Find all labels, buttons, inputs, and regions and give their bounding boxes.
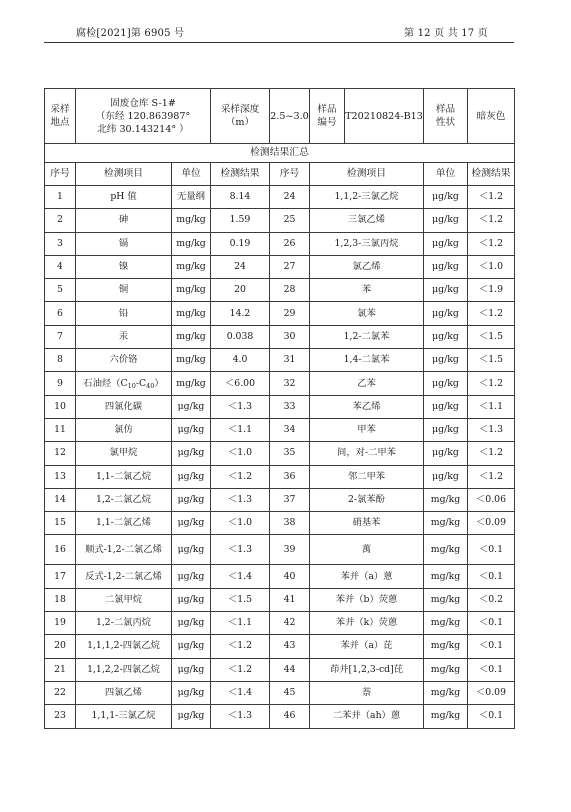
col-result: 检测结果 — [211, 163, 270, 186]
cell-no: 40 — [270, 565, 310, 588]
cell-unit: μg/kg — [172, 588, 211, 611]
cell-result: ＜1.1 — [211, 418, 270, 441]
cell-item: 1,2-二氯乙烷 — [76, 488, 172, 511]
cell-item: 砷 — [76, 209, 172, 232]
sample-info-row — [45, 89, 515, 144]
table-row — [45, 418, 515, 441]
cell-no: 18 — [45, 588, 76, 611]
cell-item: 甲苯 — [310, 418, 424, 441]
cell-no: 2 — [45, 209, 76, 232]
cell-unit: μg/kg — [172, 395, 211, 418]
cell-result: ＜1.0 — [211, 512, 270, 535]
cell-unit: μg/kg — [424, 209, 468, 232]
table-row — [45, 512, 515, 535]
table-row — [45, 565, 515, 588]
cell-item: 1,1,2,2-四氯乙烷 — [76, 658, 172, 681]
cell-item: 1,4-二氯苯 — [310, 349, 424, 372]
table-row — [45, 395, 515, 418]
cell-unit: mg/kg — [172, 349, 211, 372]
cell-result: ＜1.3 — [468, 418, 515, 441]
cell-item: 间，对-二甲苯 — [310, 442, 424, 465]
cell-no: 27 — [270, 255, 310, 278]
cell-result: ＜0.1 — [468, 705, 515, 728]
cell-result: ＜1.0 — [468, 255, 515, 278]
cell-result: 20 — [211, 279, 270, 302]
cell-item: 2-氯苯酚 — [310, 488, 424, 511]
table-row — [45, 488, 515, 511]
cell-no: 21 — [45, 658, 76, 681]
cell-item: 萬 — [310, 535, 424, 565]
cell-result: ＜1.2 — [468, 372, 515, 395]
cell-item: pH 值 — [76, 186, 172, 209]
summary-title: 检测结果汇总 — [45, 144, 515, 163]
cell-unit: μg/kg — [172, 635, 211, 658]
cell-item: 铜 — [76, 279, 172, 302]
code-value: T20210824-B13 — [345, 110, 423, 122]
cell-result: ＜1.5 — [468, 325, 515, 348]
cell-unit: mg/kg — [172, 325, 211, 348]
cell-item: 铅 — [76, 302, 172, 325]
cell-result: ＜1.2 — [468, 186, 515, 209]
cell-no: 28 — [270, 279, 310, 302]
cell-no: 1 — [45, 186, 76, 209]
cell-no: 29 — [270, 302, 310, 325]
cell-item: 二氯甲烷 — [76, 588, 172, 611]
cell-item: 氯甲烷 — [76, 442, 172, 465]
cell-result: ＜1.1 — [211, 612, 270, 635]
cell-result: ＜1.3 — [211, 395, 270, 418]
cell-result: 0.19 — [211, 232, 270, 255]
cell-item: 四氯化碳 — [76, 395, 172, 418]
cell-no: 7 — [45, 325, 76, 348]
col-result-2: 检测结果 — [468, 163, 515, 186]
cell-result: ＜1.3 — [211, 535, 270, 565]
column-header-row — [45, 163, 515, 186]
cell-no: 19 — [45, 612, 76, 635]
cell-item: 苯并（k）荧蒽 — [310, 612, 424, 635]
cell-no: 16 — [45, 535, 76, 565]
cell-unit: μg/kg — [172, 705, 211, 728]
cell-result: ＜1.5 — [468, 349, 515, 372]
cell-item: 硝基苯 — [310, 512, 424, 535]
table-row — [45, 279, 515, 302]
header-divider — [44, 42, 514, 43]
cell-item: 顺式-1,2-二氯乙烯 — [76, 535, 172, 565]
cell-item: 1,2,3-三氯丙烷 — [310, 232, 424, 255]
cell-no: 11 — [45, 418, 76, 441]
cell-no: 5 — [45, 279, 76, 302]
table-row — [45, 612, 515, 635]
cell-unit: mg/kg — [424, 565, 468, 588]
cell-unit: μg/kg — [172, 681, 211, 704]
cell-no: 46 — [270, 705, 310, 728]
cell-unit: μg/kg — [424, 395, 468, 418]
cell-item: 1,1-二氯乙烯 — [76, 512, 172, 535]
cell-no: 4 — [45, 255, 76, 278]
cell-unit: μg/kg — [424, 279, 468, 302]
cell-item: 1,1,1,2-四氯乙烷 — [76, 635, 172, 658]
depth-label: 采样深度 （m） — [211, 89, 270, 144]
cell-unit: mg/kg — [424, 612, 468, 635]
cell-result: ＜1.2 — [468, 465, 515, 488]
cell-unit: mg/kg — [172, 372, 211, 395]
table-row — [45, 325, 515, 348]
cell-result: ＜1.1 — [468, 395, 515, 418]
cell-item: 石油烃$(C_{10}-C_{40})$ — [76, 372, 172, 395]
cell-item: 镍 — [76, 255, 172, 278]
table-row — [45, 465, 515, 488]
table-row — [45, 442, 515, 465]
cell-unit: μg/kg — [424, 232, 468, 255]
cell-item: 汞 — [76, 325, 172, 348]
cell-item: 反式-1,2-二氯乙烯 — [76, 565, 172, 588]
cell-item: 氯仿 — [76, 418, 172, 441]
cell-result: ＜1.2 — [211, 658, 270, 681]
col-unit: 单位 — [172, 163, 211, 186]
cell-result: ＜0.09 — [468, 512, 515, 535]
cell-result: ＜1.9 — [468, 279, 515, 302]
cell-no: 24 — [270, 186, 310, 209]
table-row — [45, 535, 515, 565]
col-unit-2: 单位 — [424, 163, 468, 186]
cell-no: 34 — [270, 418, 310, 441]
cell-no: 37 — [270, 488, 310, 511]
cell-unit: mg/kg — [172, 279, 211, 302]
cell-result: ＜1.2 — [468, 302, 515, 325]
col-seq-2: 序号 — [270, 163, 310, 186]
cell-item: 1,2-二氯苯 — [310, 325, 424, 348]
cell-no: 35 — [270, 442, 310, 465]
cell-result: ＜6.00 — [211, 372, 270, 395]
cell-result: 4.0 — [211, 349, 270, 372]
cell-result: ＜0.2 — [468, 588, 515, 611]
cell-item: 苯并（a）蒽 — [310, 565, 424, 588]
cell-unit: mg/kg — [424, 512, 468, 535]
cell-no: 36 — [270, 465, 310, 488]
cell-no: 39 — [270, 535, 310, 565]
cell-no: 12 — [45, 442, 76, 465]
cell-unit: mg/kg — [172, 255, 211, 278]
cell-no: 42 — [270, 612, 310, 635]
cell-result: ＜0.1 — [468, 635, 515, 658]
cell-unit: mg/kg — [424, 488, 468, 511]
cell-item: 茚并[1,2,3-cd]芘 — [310, 658, 424, 681]
cell-unit: mg/kg — [424, 535, 468, 565]
cell-item: 1,1,1-三氯乙烷 — [76, 705, 172, 728]
cell-no: 17 — [45, 565, 76, 588]
cell-no: 31 — [270, 349, 310, 372]
cell-no: 15 — [45, 512, 76, 535]
cell-no: 33 — [270, 395, 310, 418]
cell-no: 32 — [270, 372, 310, 395]
cell-unit: μg/kg — [424, 465, 468, 488]
cell-unit: mg/kg — [424, 681, 468, 704]
cell-no: 23 — [45, 705, 76, 728]
table-row — [45, 255, 515, 278]
table-row — [45, 186, 515, 209]
cell-no: 10 — [45, 395, 76, 418]
cell-no: 44 — [270, 658, 310, 681]
cell-result: ＜1.3 — [211, 705, 270, 728]
cell-result: 8.14 — [211, 186, 270, 209]
table-row — [45, 349, 515, 372]
cell-unit: μg/kg — [424, 349, 468, 372]
table-row — [45, 209, 515, 232]
cell-unit: mg/kg — [424, 635, 468, 658]
cell-unit: μg/kg — [172, 658, 211, 681]
cell-unit: mg/kg — [172, 209, 211, 232]
cell-result: ＜1.5 — [211, 588, 270, 611]
cell-result: 0.038 — [211, 325, 270, 348]
cell-result: ＜1.4 — [211, 565, 270, 588]
table-row — [45, 372, 515, 395]
cell-result: ＜1.2 — [468, 442, 515, 465]
cell-no: 13 — [45, 465, 76, 488]
cell-unit: μg/kg — [172, 512, 211, 535]
cell-item: 氯苯 — [310, 302, 424, 325]
cell-no: 9 — [45, 372, 76, 395]
cell-no: 38 — [270, 512, 310, 535]
cell-item: 邻二甲苯 — [310, 465, 424, 488]
cell-unit: μg/kg — [424, 372, 468, 395]
cell-no: 45 — [270, 681, 310, 704]
cell-no: 6 — [45, 302, 76, 325]
cell-no: 20 — [45, 635, 76, 658]
cell-item: 1,1,2-三氯乙烷 — [310, 186, 424, 209]
cell-no: 14 — [45, 488, 76, 511]
summary-title-row — [45, 144, 515, 163]
page-indicator: 第 12 页 共 17 页 — [404, 28, 488, 39]
cell-result: ＜1.0 — [211, 442, 270, 465]
cell-item: 1,1-二氯乙烷 — [76, 465, 172, 488]
cell-no: 25 — [270, 209, 310, 232]
cell-result: ＜0.09 — [468, 681, 515, 704]
col-item: 检测项目 — [76, 163, 172, 186]
cell-unit: μg/kg — [172, 535, 211, 565]
table-row — [45, 302, 515, 325]
depth-value: 2.5~3.0 — [270, 89, 310, 144]
cell-result: ＜0.1 — [468, 565, 515, 588]
cell-result: 24 — [211, 255, 270, 278]
cell-result: ＜0.1 — [468, 658, 515, 681]
cell-item: 二苯并（ah）蒽 — [310, 705, 424, 728]
nature-label: 样品 性状 — [424, 89, 468, 144]
cell-result: ＜1.3 — [211, 488, 270, 511]
cell-unit: μg/kg — [424, 255, 468, 278]
cell-no: 8 — [45, 349, 76, 372]
cell-unit: μg/kg — [424, 442, 468, 465]
cell-no: 22 — [45, 681, 76, 704]
cell-unit: mg/kg — [424, 658, 468, 681]
cell-unit: μg/kg — [172, 442, 211, 465]
cell-no: 41 — [270, 588, 310, 611]
cell-unit: μg/kg — [424, 186, 468, 209]
code-label: 样品 编号 — [310, 89, 345, 143]
cell-result: 1.59 — [211, 209, 270, 232]
cell-no: 43 — [270, 635, 310, 658]
cell-no: 30 — [270, 325, 310, 348]
cell-item: 六价铬 — [76, 349, 172, 372]
table-row — [45, 635, 515, 658]
sample-code-cell — [310, 89, 424, 144]
cell-result: ＜1.2 — [468, 232, 515, 255]
cell-result: ＜1.4 — [211, 681, 270, 704]
cell-unit: μg/kg — [424, 302, 468, 325]
cell-item: 三氯乙烯 — [310, 209, 424, 232]
results-table — [44, 88, 515, 729]
cell-unit: mg/kg — [172, 302, 211, 325]
cell-item: 1,2-二氯丙烷 — [76, 612, 172, 635]
cell-unit: mg/kg — [172, 232, 211, 255]
cell-item: 萘 — [310, 681, 424, 704]
nature-value: 暗灰色 — [468, 89, 515, 144]
cell-item: 苯并（a）芘 — [310, 635, 424, 658]
table-row — [45, 658, 515, 681]
cell-unit: μg/kg — [172, 565, 211, 588]
cell-unit: μg/kg — [424, 325, 468, 348]
table-row — [45, 588, 515, 611]
cell-unit: μg/kg — [172, 465, 211, 488]
site-label: 采样 地点 — [45, 89, 76, 144]
cell-item: 乙苯 — [310, 372, 424, 395]
cell-result: ＜1.2 — [211, 635, 270, 658]
cell-item: 镉 — [76, 232, 172, 255]
cell-result: ＜0.1 — [468, 612, 515, 635]
table-row — [45, 705, 515, 728]
cell-unit: μg/kg — [172, 418, 211, 441]
cell-unit: μg/kg — [172, 612, 211, 635]
cell-item: 氯乙烯 — [310, 255, 424, 278]
cell-unit: 无量纲 — [172, 186, 211, 209]
cell-unit: mg/kg — [424, 705, 468, 728]
cell-result: ＜1.2 — [211, 465, 270, 488]
cell-result: ＜1.2 — [468, 209, 515, 232]
cell-no: 3 — [45, 232, 76, 255]
cell-item: 苯乙烯 — [310, 395, 424, 418]
site-value: 固废仓库 S-1# （东经 120.863987° 北纬 30.143214° ） — [76, 89, 211, 144]
cell-result: 14.2 — [211, 302, 270, 325]
col-item-2: 检测项目 — [310, 163, 424, 186]
cell-unit: μg/kg — [172, 488, 211, 511]
report-number: 腐检[2021]第 6905 号 — [76, 28, 185, 39]
cell-item: 苯并（b）荧蒽 — [310, 588, 424, 611]
cell-result: ＜0.06 — [468, 488, 515, 511]
table-row — [45, 681, 515, 704]
cell-no: 26 — [270, 232, 310, 255]
cell-item: 四氯乙烯 — [76, 681, 172, 704]
table-row — [45, 232, 515, 255]
cell-unit: mg/kg — [424, 588, 468, 611]
cell-item: 苯 — [310, 279, 424, 302]
col-seq: 序号 — [45, 163, 76, 186]
cell-unit: μg/kg — [424, 418, 468, 441]
cell-result: ＜0.1 — [468, 535, 515, 565]
